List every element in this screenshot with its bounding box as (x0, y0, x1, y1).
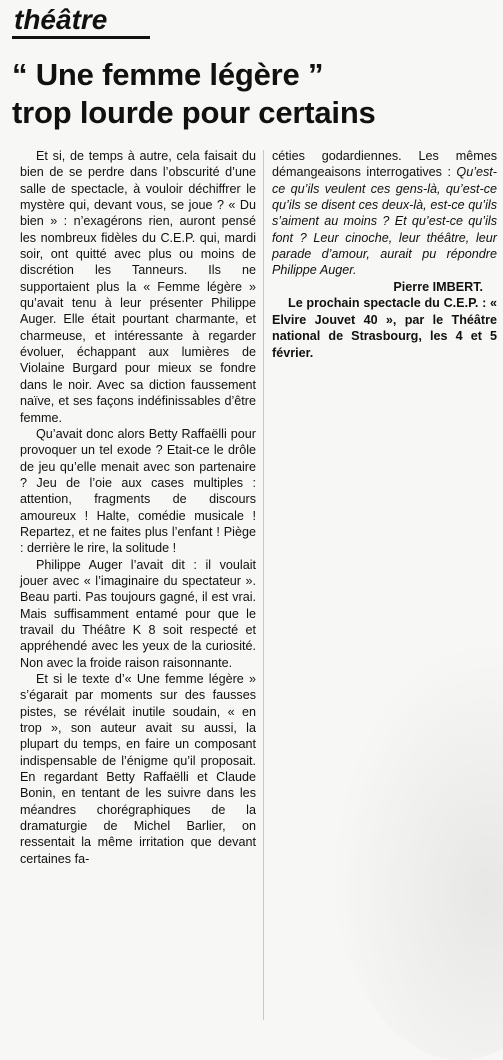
column-left (20, 148, 256, 867)
headline-line-1: “ Une femme légère ” (12, 57, 324, 92)
headline-line-2: trop lourde pour certains (12, 95, 376, 130)
rubric-label: théâtre (14, 4, 108, 35)
paragraph-5-italic: Qu’est-ce qu’ils veulent ces gens-là, qu’est-ce qu’ils se disent ces deux-là, est-ce qu’ils s’aiment au moins ? Et qu’est-ce qu’ils font ? Leur cinoche, leur théâtre, leur parade d’amour, aurait pu répondre Philippe Auger. (272, 165, 497, 278)
column-right (272, 148, 497, 361)
paragraph-5 (272, 148, 497, 279)
paragraph-3: Philippe Auger l’avait dit : il voulait jouer avec « l’imaginaire du spectateur ». Beau parti. Pas toujours gagné, il est vrai. Mais suffisamment entamé pour que le travail du Théâtre K 8 soit respecté et appréhendé avec les yeux de la curiosité. Non avec la froide raison raisonnante. (20, 557, 256, 670)
shadow-blob (330, 640, 503, 1060)
column-divider (263, 150, 264, 1020)
headline (12, 56, 497, 132)
byline: Pierre IMBERT. (393, 279, 483, 294)
paragraph-4: Et si le texte d’« Une femme légère » s’égarait par moments sur des fausses pistes, se révélait inutile soudain, « en trop », son auteur avait su aussi, la plupart du temps, en faire un composant indispensable de l’énigme qu’il proposait. En regardant Betty Raffaëlli et Claude Bonin, en tentant de les suivre dans les méandres chorégraphiques de la dramaturgie de Michel Barlier, on ressentait la même irritation que devant certaines fa- (20, 672, 256, 866)
paragraph-1: Et si, de temps à autre, cela faisait du bien de se perdre dans l’obscurité d’une salle de spectacle, à vouloir déchiffrer le mystère qui, devant vous, se joue ? « Du bien » : n’exagérons rien, auront pensé les nombreux fidèles du C.E.P. qui, mardi soir, ont quitté avec plus ou moins de discrétion les Tanneurs. Ils ne supportaient plus la « Femme légère » qu’avait tenu à leur présenter Philippe Auger. Elle était pourtant charmante, et charmeuse, et intéressante à regarder évoluer, échappant aux lumières de Violaine Burgard pour mieux se fondre dans le noir. Avec sa diction faussement naïve, et ses façons indéfinissables d’être femme. (20, 149, 256, 425)
next-show-announcement: Le prochain spectacle du C.E.P. : « Elvire Jouvet 40 », par le Théâtre national de Strasbourg, les 4 et 5 février. (272, 296, 497, 360)
rubric-underline (12, 36, 150, 39)
paragraph-5-text: céties godardiennes. Les mêmes démangeaisons interrogatives : (272, 149, 497, 180)
paragraph-2: Qu’avait donc alors Betty Raffaëlli pour provoquer un tel exode ? Etait-ce le drôle de jeu qu’elle menait avec son partenaire ? Jeu de l’oie aux cases multiples : attention, fragments de discours amoureux ! Halte, comédie musicale ! Repartez, et ne faites plus l’enfant ! Piège : derrière le rire, la solitude ! (20, 426, 256, 556)
